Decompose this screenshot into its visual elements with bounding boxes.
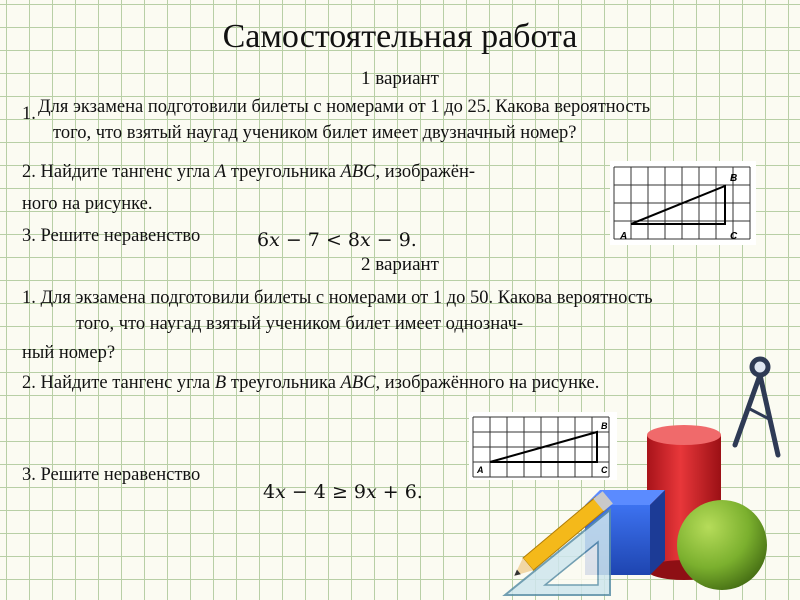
variant2-heading: 2 вариант <box>361 254 439 275</box>
set-square <box>505 510 610 595</box>
v1-triangle-figure <box>610 161 756 245</box>
v2-task1-line1: 1. Для экзамена подготовили билеты с номерами от 1 до 50. Какова вероятность <box>22 288 653 308</box>
variant1-heading: 1 вариант <box>361 68 439 89</box>
v1-inequality: 6x − 7 < 8x − 9. <box>257 229 417 251</box>
v1-label-a: A <box>620 231 628 242</box>
v2-task1-line2: того, что наугад взятый учеником билет имеет однознач- <box>76 314 524 334</box>
v1-task2-line1: 2. Найдите тангенс угла A треугольника ABC, изображён- <box>22 162 476 182</box>
v1-task2-line2: ного на рисунке. <box>22 194 153 214</box>
v2-angle: B <box>214 373 227 393</box>
v2-task1-line3: ный номер? <box>22 343 116 363</box>
v2-label-a: A <box>477 465 484 475</box>
v1-task3: 3. Решите неравенство <box>22 226 201 246</box>
v1-triangle-shape <box>631 186 725 224</box>
page-title: Самостоятельная работа <box>222 18 578 55</box>
v1-angle: A <box>214 162 227 182</box>
v1-task1-line1: Для экзамена подготовили билеты с номерами от 1 до 25. Какова вероятность <box>38 97 651 117</box>
geometry-clipart <box>500 345 800 600</box>
v2-inequality: 4x − 4 ≥ 9x + 6. <box>263 481 423 503</box>
v2-task3: 3. Решите неравенство <box>22 465 201 485</box>
v1-task1-number: 1. <box>22 104 36 124</box>
compass-icon <box>735 359 778 455</box>
v2-label-c: C <box>601 465 608 475</box>
v2-label-b: B <box>601 421 608 431</box>
v1-triangle: ABC <box>340 162 376 182</box>
v2-task2-line1: 2. Найдите тангенс угла B треугольника ABC, изображённого на рисунке. <box>22 373 600 393</box>
v1-label-c: C <box>730 231 738 242</box>
v1-label-b: B <box>730 173 738 184</box>
v2-triangle: ABC <box>340 373 376 393</box>
v1-task1-line2: того, что взятый наугад учеником билет имеет двузначный номер? <box>53 123 577 143</box>
sphere <box>677 500 767 590</box>
